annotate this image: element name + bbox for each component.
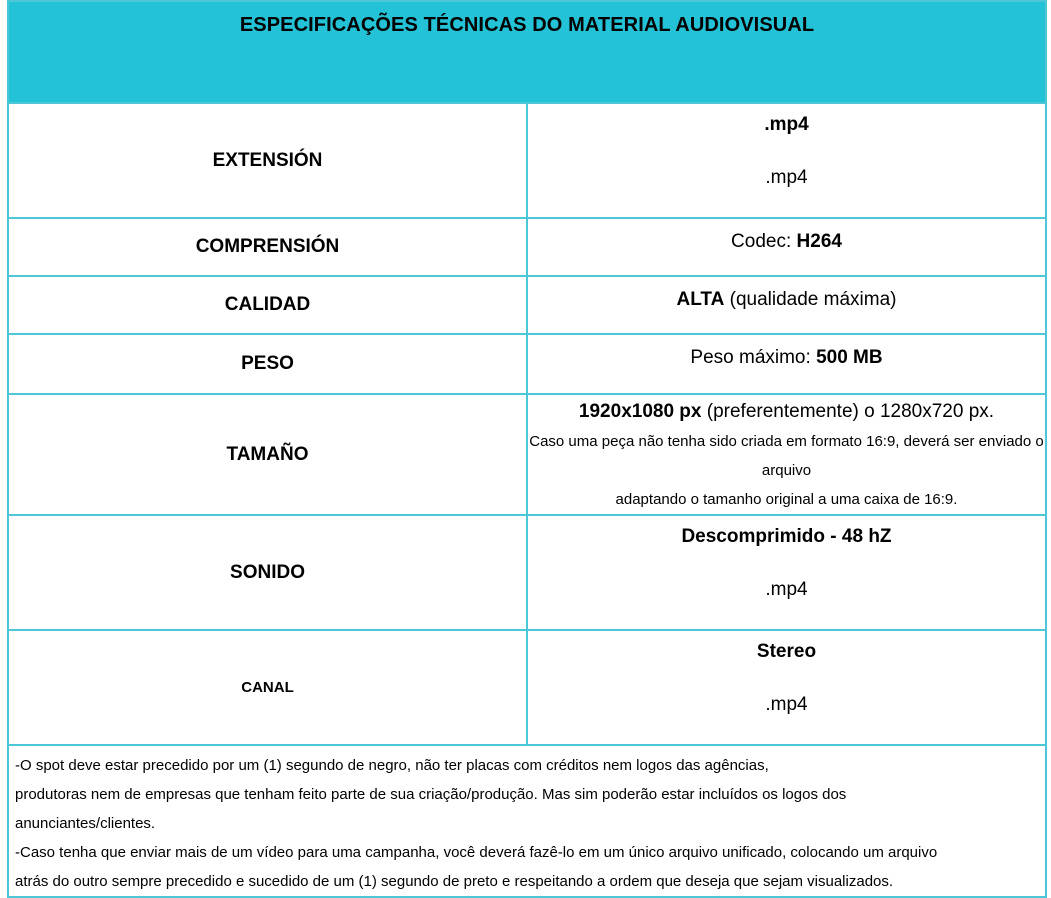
- weight-prefix: Peso máximo:: [690, 347, 817, 368]
- compression-codec: H264: [796, 231, 842, 252]
- row-size: [8, 394, 1046, 515]
- row-weight: [8, 334, 1046, 394]
- quality-level: ALTA: [676, 289, 725, 310]
- footer-line-5: atrás do outro sempre precedido e sucedido de um (1) segundo de preto e respeitando a ordem que deseja que sejam visualizados.: [15, 873, 894, 890]
- footer-line-4: -Caso tenha que enviar mais de um vídeo para uma campanha, você deverá fazê-lo em um único arquivo unificado, colocando um arquivo: [15, 844, 938, 861]
- weight-max: 500 MB: [816, 347, 883, 368]
- row-extension: [8, 103, 1046, 218]
- label-channel: CANAL: [8, 630, 527, 745]
- label-sound: SONIDO: [8, 515, 527, 630]
- label-quality: CALIDAD: [8, 276, 527, 334]
- channel-value: .mp4: [765, 694, 808, 715]
- label-extension: EXTENSIÓN: [8, 103, 527, 218]
- footer-line-2: produtoras nem de empresas que tenham feito parte de sua criação/produção. Mas sim poderão estar incluídos os logos dos: [15, 786, 847, 803]
- sound-value: .mp4: [765, 579, 808, 600]
- size-note-line2: adaptando o tamanho original a uma caixa de 16:9.: [615, 491, 958, 508]
- label-weight: PESO: [8, 334, 527, 394]
- size-suffix: (preferentemente) o 1280x720 px.: [701, 401, 995, 422]
- row-sound: [8, 515, 1046, 630]
- value-extension: [527, 103, 1046, 218]
- value-size: [527, 394, 1046, 515]
- row-channel: [8, 630, 1046, 745]
- row-quality: [8, 276, 1046, 334]
- extension-value: .mp4: [765, 167, 808, 188]
- size-note-line1: Caso uma peça não tenha sido criada em formato 16:9, deverá ser enviado o arquivo: [529, 433, 1044, 479]
- footer-notes: [8, 745, 1046, 897]
- page-title: ESPECIFICAÇÕES TÉCNICAS DO MATERIAL AUDIOVISUAL: [239, 14, 815, 36]
- compression-prefix: Codec:: [731, 231, 797, 252]
- value-channel: [527, 630, 1046, 745]
- value-quality: [527, 276, 1046, 334]
- row-footer: [8, 745, 1046, 897]
- quality-suffix: (qualidade máxima): [724, 289, 897, 310]
- sound-bold-value: Descomprimido - 48 hZ: [681, 526, 892, 547]
- value-sound: [527, 515, 1046, 630]
- channel-bold-value: Stereo: [756, 641, 817, 662]
- label-compression: COMPRENSIÓN: [8, 218, 527, 276]
- value-weight: [527, 334, 1046, 394]
- size-main: 1920x1080 px: [578, 401, 702, 422]
- specs-table: [7, 0, 1047, 898]
- footer-line-1: -O spot deve estar precedido por um (1) segundo de negro, não ter placas com créditos nem logos das agências,: [15, 757, 769, 774]
- value-compression: [527, 218, 1046, 276]
- extension-bold-value: .mp4: [764, 114, 809, 135]
- label-size: TAMAÑO: [8, 394, 527, 515]
- header-cell: [8, 1, 1046, 103]
- row-compression: [8, 218, 1046, 276]
- size-note: [528, 423, 1045, 514]
- footer-line-3: anunciantes/clientes.: [15, 815, 156, 832]
